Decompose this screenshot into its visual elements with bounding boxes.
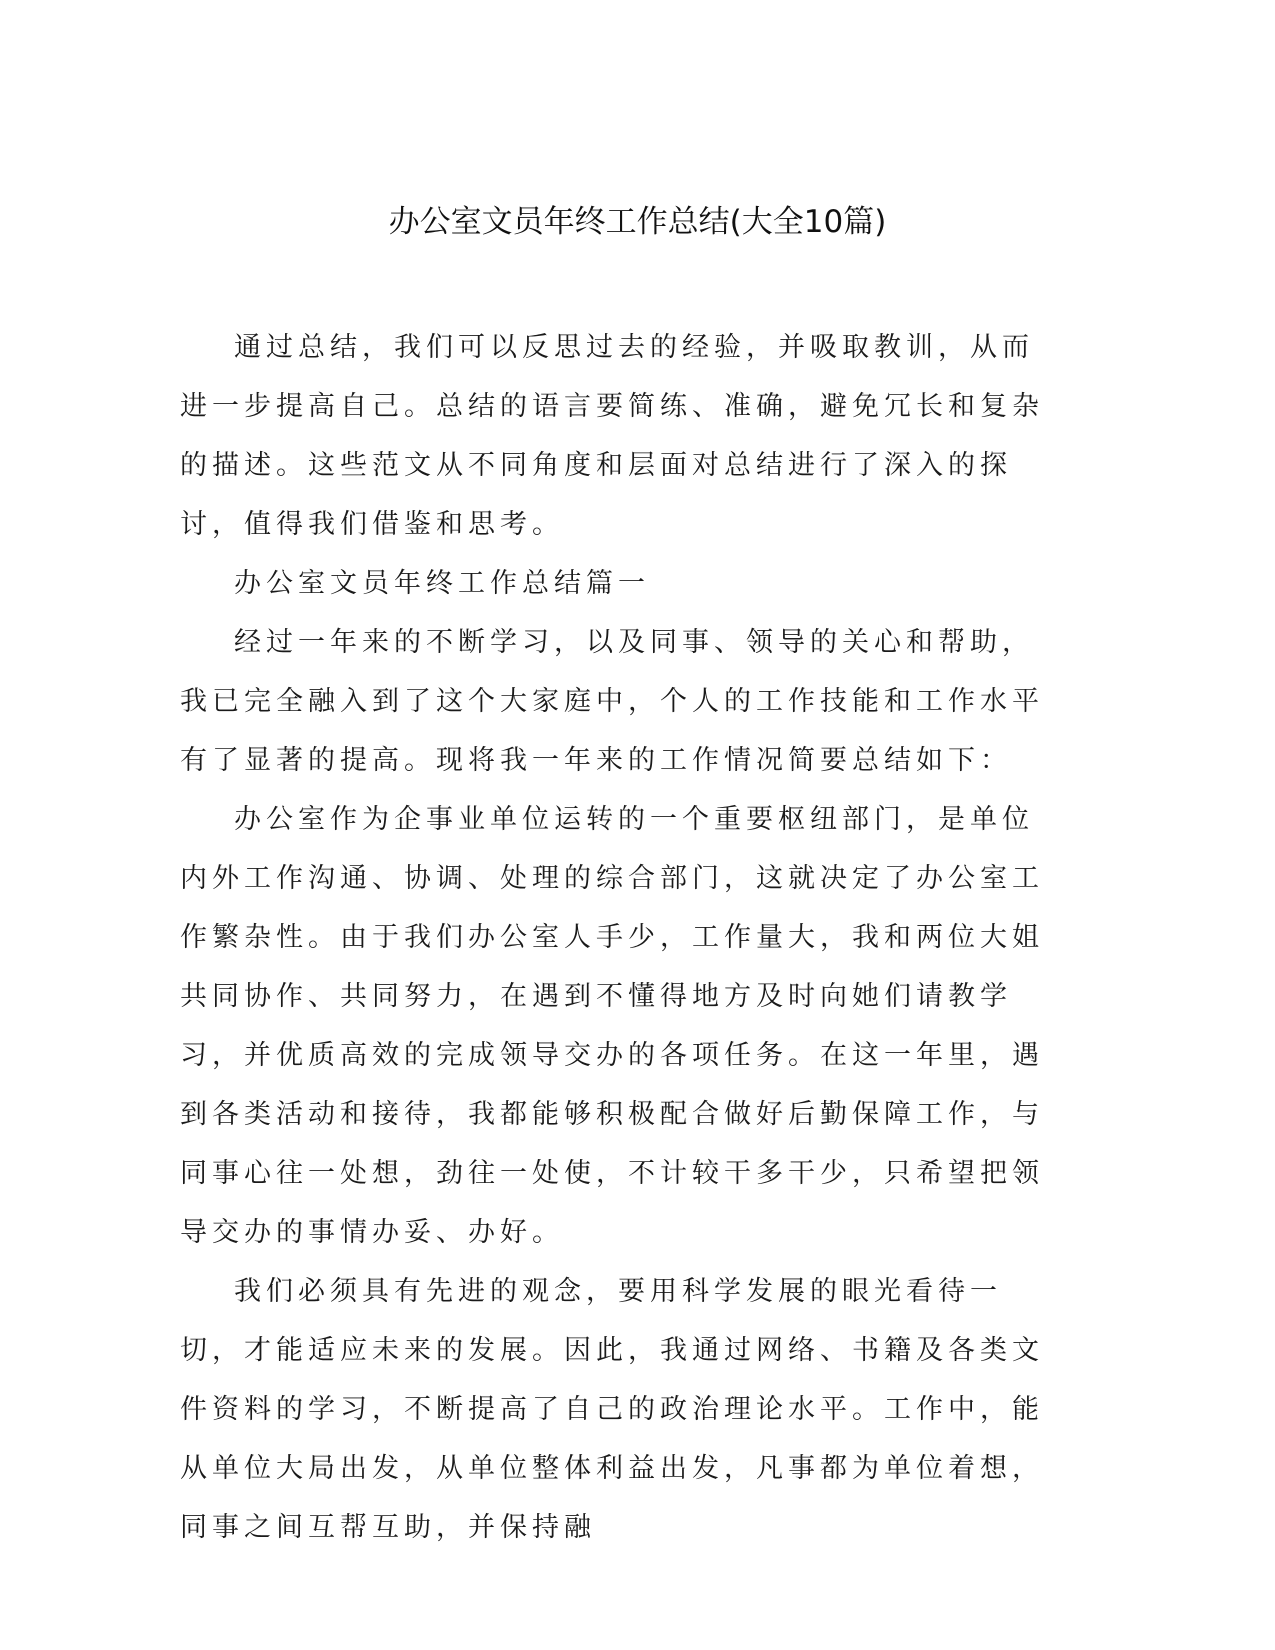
body-paragraph: 经过一年来的不断学习，以及同事、领导的关心和帮助，我已完全融入到了这个大家庭中，个人的工作技能和工作水平有了显著的提高。现将我一年来的工作情况简要总结如下： xyxy=(180,627,1044,776)
section-heading: 办公室文员年终工作总结篇一 xyxy=(234,568,650,599)
document-title: 办公室文员年终工作总结(大全10篇) xyxy=(388,204,887,240)
body-paragraph: 我们必须具有先进的观念，要用科学发展的眼光看待一切，才能适应未来的发展。因此，我通过网络、书籍及各类文件资料的学习，不断提高了自己的政治理论水平。工作中，能从单位大局出发，从单位整体利益出发，凡事都为单位着想，同事之间互帮互助，并保持融 xyxy=(180,1276,1044,1543)
document-body xyxy=(180,318,1044,1557)
body-paragraph: 办公室作为企事业单位运转的一个重要枢纽部门，是单位内外工作沟通、协调、处理的综合部门，这就决定了办公室工作繁杂性。由于我们办公室人手少，工作量大，我和两位大姐共同协作、共同努力，在遇到不懂得地方及时向她们请教学习，并优质高效的完成领导交办的各项任务。在这一年里，遇到各类活动和接待，我都能够积极配合做好后勤保障工作，与同事心往一处想，劲往一处使，不计较干多干少，只希望把领导交办的事情办妥、办好。 xyxy=(180,804,1044,1248)
intro-paragraph: 通过总结，我们可以反思过去的经验，并吸取教训，从而进一步提高自己。总结的语言要简练、准确，避免冗长和复杂的描述。这些范文从不同角度和层面对总结进行了深入的探讨，值得我们借鉴和思考。 xyxy=(180,332,1044,540)
